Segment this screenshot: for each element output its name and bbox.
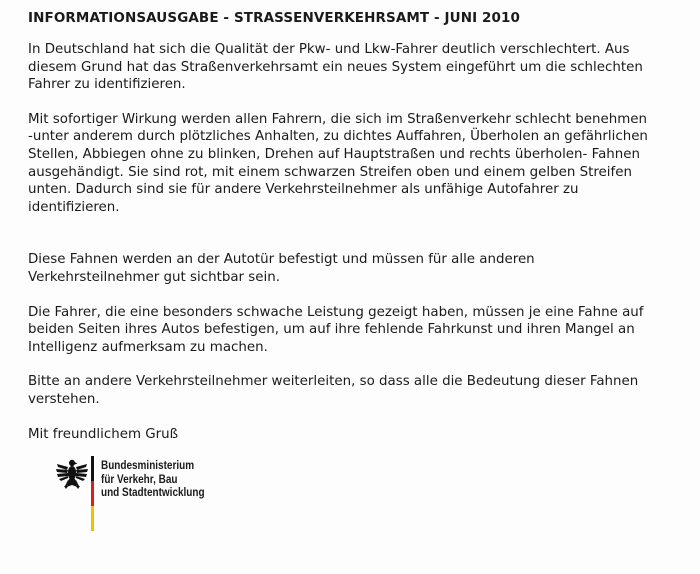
text-line: Intelligenz aufmerksam zu machen. [28,339,268,355]
ministry-name [101,459,205,500]
flag-stripe-black [91,456,94,481]
text-line: ausgehändigt. Sie sind rot, mit einem schwarzen Streifen oben und einem gelben Streifen [28,164,632,180]
text-line: Mit sofortiger Wirkung werden allen Fahrern, die sich im Straßenverkehr schlecht benehmen [28,111,647,127]
text-line: In Deutschland hat sich die Qualität der Pkw- und Lkw-Fahrer deutlich verschlechtert. Aus [28,42,630,57]
text-line: -unter anderem durch plötzliches Anhalten, zu dichtes Auffahren, Überholen an gefährlichen [28,129,648,145]
document-body [28,41,678,443]
document-title: INFORMATIONSAUSGABE - STRASSENVERKEHRSAMT - JUNI 2010 [28,10,521,26]
text-line: beiden Seiten ihres Autos befestigen, um auf ihre fehlende Fahrkunst und ihren Mangel an [28,322,635,338]
text-line: Bitte an andere Verkehrsteilnehmer weiterleiten, so dass alle die Bedeutung dieser Fahnen [28,374,639,390]
text-line: Diese Fahnen werden an der Autotür befestigt und müssen für alle anderen [28,252,535,268]
paragraph-flags-door [28,251,678,286]
paragraph-intro [28,41,678,94]
text-line: Mit freundlichem Gruß [28,426,179,442]
federal-eagle-icon [56,458,88,494]
ministry-name-line: für Verkehr, Bau [101,472,178,486]
text-line: unten. Dadurch sind sie für andere Verkehrsteilnehmer als unfähige Autofahrer zu [28,182,579,198]
text-line: diesem Grund hat das Straßenverkehrsamt ein neues System eingeführt um die schlechten [28,59,643,75]
closing-greeting [28,426,678,444]
flag-stripe-gold [91,506,94,531]
text-line: Die Fahrer, die eine besonders schwache Leistung gezeigt haben, müssen je eine Fahne auf [28,304,644,320]
ministry-logo [56,456,256,532]
text-line: identifizieren. [28,199,120,215]
paragraph-weak-drivers [28,304,678,357]
text-line: Verkehrsteilnehmer gut sichtbar sein. [28,269,280,285]
paragraph-measures [28,111,678,217]
text-line: Fahrer zu identifizieren. [28,77,186,93]
paragraph-forward [28,373,678,408]
ministry-name-line: Bundesministerium [101,459,195,472]
ministry-name-line: und Stadtentwicklung [101,486,205,500]
text-line: Stellen, Abbiegen ohne zu blinken, Drehen auf Hauptstraßen und rechts überholen- Fahnen [28,146,640,162]
text-line: verstehen. [28,391,100,407]
flag-stripe-red [91,481,94,506]
german-flag-stripes [91,456,94,531]
